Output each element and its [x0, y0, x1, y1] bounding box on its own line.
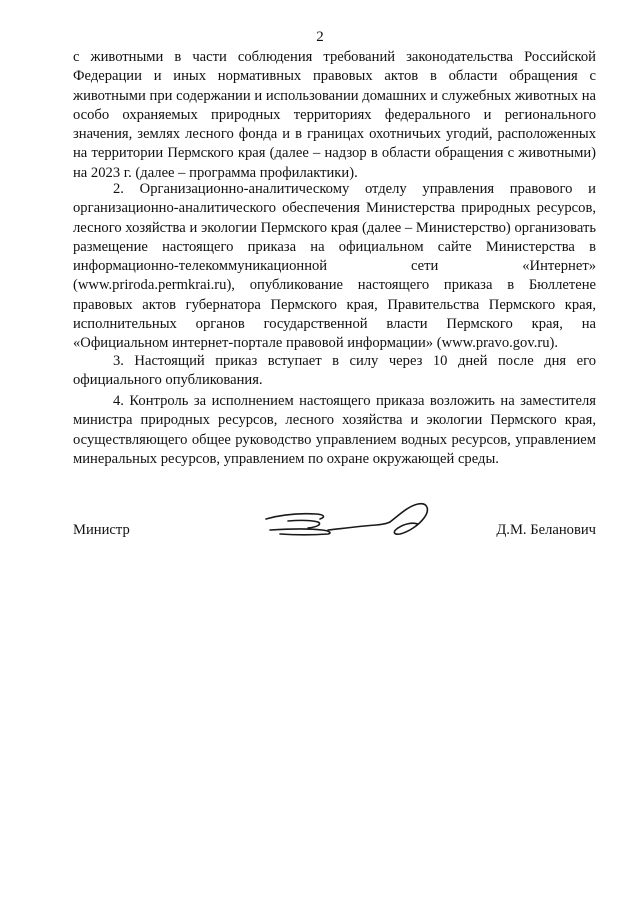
handwritten-signature: [258, 500, 448, 550]
paragraph-continuation: [73, 48, 596, 183]
paragraph-3: [73, 352, 596, 391]
paragraph-text: 3. Настоящий приказ вступает в силу через 10 дней после дня его официального опубликования.: [73, 353, 596, 389]
paragraph-2: [73, 180, 596, 354]
paragraph-text: с животными в части соблюдения требований законодательства Российской Федерации и иных нормативных правовых актов в области обращения с животными при содержании и использовании домашних и служебных животных на особо охраняемых природных территориях федерального и регионального значения, землях лесного фонда и в границах охотничьих угодий, расположенных на территории Пермского края (далее – надзор в области обращения с животными) на 2023 г. (далее – программа профилактики).: [73, 49, 596, 181]
signature-block: [73, 500, 596, 560]
paragraph-text: 4. Контроль за исполнением настоящего приказа возложить на заместителя министра природных ресурсов, лесного хозяйства и экологии Пермского края, осуществляющего общее руководство управлением водных ресурсов, управлением минеральных ресурсов, управлением по охране окружающей среды.: [73, 393, 596, 467]
paragraph-text: 2. Организационно-аналитическому отделу управления правового и организационно-аналитического обеспечения Министерства природных ресурсов, лесного хозяйства и экологии Пермского края (далее – Министерство) организовать размещение настоящего приказа на официальном сайте Министерства в информационно-телекоммуникационной сети «Интернет» (www.priroda.permkrai.ru), опубликование настоящего приказа в Бюллетене правовых актов губернатора Пермского края, Правительства Пермского края, исполнительных органов государственной власти Пермского края, на «Официальном интернет-портале правовой информации» (www.pravo.gov.ru).: [73, 181, 596, 352]
page-number: 2: [316, 29, 324, 45]
paragraph-4: [73, 392, 596, 469]
signatory-position: Министр: [73, 522, 130, 538]
signatory-name: Д.М. Беланович: [496, 522, 596, 538]
